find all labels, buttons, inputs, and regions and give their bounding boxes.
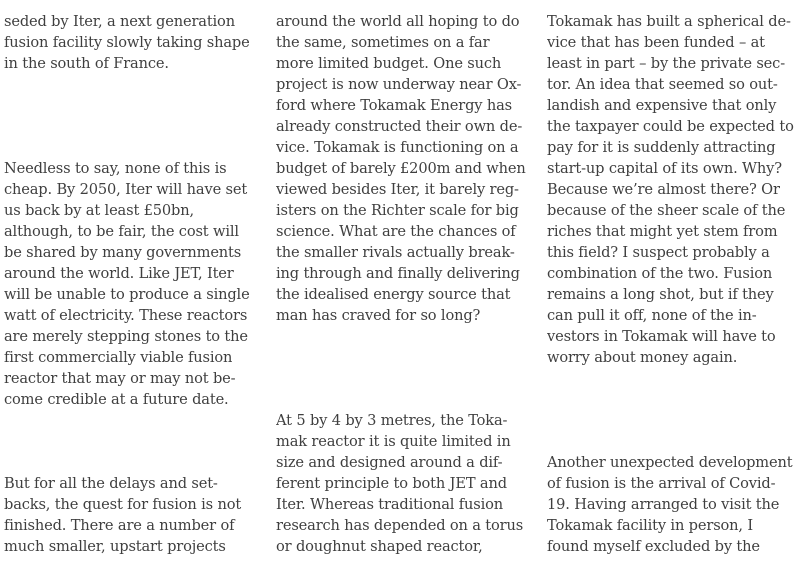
text-line: landish and expensive that only	[547, 97, 777, 114]
text-line: much smaller, upstart projects	[4, 538, 226, 555]
text-line: finished. There are a number of	[4, 517, 235, 534]
text-line: science. What are the chances of	[276, 223, 516, 240]
text-line: this field? I suspect probably a	[547, 244, 770, 261]
text-line: Iter. Whereas traditional fusion	[276, 496, 504, 513]
text-line: the smaller rivals actually break-	[276, 244, 515, 261]
text-line: more limited budget. One such	[276, 55, 502, 72]
text-line: be shared by many governments	[4, 244, 242, 261]
text-line: found myself excluded by the	[547, 538, 760, 555]
text-line: around the world all hoping to do	[276, 13, 520, 30]
text-line: of fusion is the arrival of Covid-	[547, 475, 776, 492]
text-line: least in part – by the private sec-	[547, 55, 785, 72]
text-line: vice. Tokamak is functioning on a	[276, 139, 519, 156]
text-line: watt of electricity. These reactors	[4, 307, 248, 324]
text-line: because of the sheer scale of the	[547, 202, 786, 219]
text-line: us back by at least £50bn,	[4, 202, 194, 219]
text-line: budget of barely £200m and when	[276, 160, 526, 177]
text-line: Needless to say, none of this is	[4, 160, 227, 177]
article-column-1	[4, 0, 260, 573]
text-line: viewed besides Iter, it barely reg-	[276, 181, 519, 198]
text-line: pay for it is suddenly attracting	[547, 139, 776, 156]
text-line: will be unable to produce a single	[4, 286, 250, 303]
paragraph-tokamak-energy	[276, 11, 532, 326]
text-line: Because we’re almost there? Or	[547, 181, 780, 198]
text-line: Another unexpected development	[547, 454, 793, 471]
text-line: project is now underway near Ox-	[276, 76, 522, 93]
text-line: But for all the delays and set-	[4, 475, 218, 492]
paragraph-covid-development	[547, 452, 801, 557]
text-line: worry about money again.	[547, 349, 738, 366]
text-line: backs, the quest for fusion is not	[4, 496, 242, 513]
paragraph-tokamak-reactor-size	[276, 410, 532, 557]
text-line: isters on the Richter scale for big	[276, 202, 519, 219]
text-line: the taxpayer could be expected to	[547, 118, 794, 135]
text-line: first commercially viable fusion	[4, 349, 233, 366]
paragraph-quest-continues	[4, 473, 260, 557]
text-line: the same, sometimes on a far	[276, 34, 490, 51]
text-line: ferent principle to both JET and	[276, 475, 507, 492]
text-line: although, to be fair, the cost will	[4, 223, 239, 240]
text-line: ing through and finally delivering	[276, 265, 520, 282]
text-line: man has craved for so long?	[276, 307, 481, 324]
text-line: in the south of France.	[4, 55, 169, 72]
text-line: seded by Iter, a next generation	[4, 13, 235, 30]
text-line: riches that might yet stem from	[547, 223, 778, 240]
article-column-2	[276, 0, 532, 573]
text-line: tor. An idea that seemed so out-	[547, 76, 778, 93]
text-line: research has depended on a torus	[276, 517, 524, 534]
text-line: ford where Tokamak Energy has	[276, 97, 513, 114]
text-line: around the world. Like JET, Iter	[4, 265, 234, 282]
text-line: At 5 by 4 by 3 metres, the Toka-	[276, 412, 508, 429]
text-line: can pull it off, none of the in-	[547, 307, 757, 324]
text-line: remains a long shot, but if they	[547, 286, 774, 303]
text-line: cheap. By 2050, Iter will have set	[4, 181, 248, 198]
text-line: vestors in Tokamak will have to	[547, 328, 776, 345]
text-line: Tokamak facility in person, I	[547, 517, 754, 534]
text-line: fusion facility slowly taking shape	[4, 34, 250, 51]
paragraph-iter-cost	[4, 158, 260, 410]
text-line: are merely stepping stones to the	[4, 328, 248, 345]
paragraph-iter-intro	[4, 11, 260, 74]
text-line: the idealised energy source that	[276, 286, 511, 303]
text-line: Tokamak has built a spherical de-	[547, 13, 791, 30]
text-line: already constructed their own de-	[276, 118, 523, 135]
text-line: vice that has been funded – at	[547, 34, 765, 51]
paragraph-spherical-device	[547, 11, 801, 368]
text-line: start-up capital of its own. Why?	[547, 160, 782, 177]
text-line: come credible at a future date.	[4, 391, 229, 408]
text-line: or doughnut shaped reactor,	[276, 538, 483, 555]
article-column-3	[547, 0, 801, 573]
text-line: 19. Having arranged to visit the	[547, 496, 780, 513]
text-line: mak reactor it is quite limited in	[276, 433, 511, 450]
text-line: size and designed around a dif-	[276, 454, 503, 471]
text-line: combination of the two. Fusion	[547, 265, 773, 282]
text-line: reactor that may or may not be-	[4, 370, 236, 387]
